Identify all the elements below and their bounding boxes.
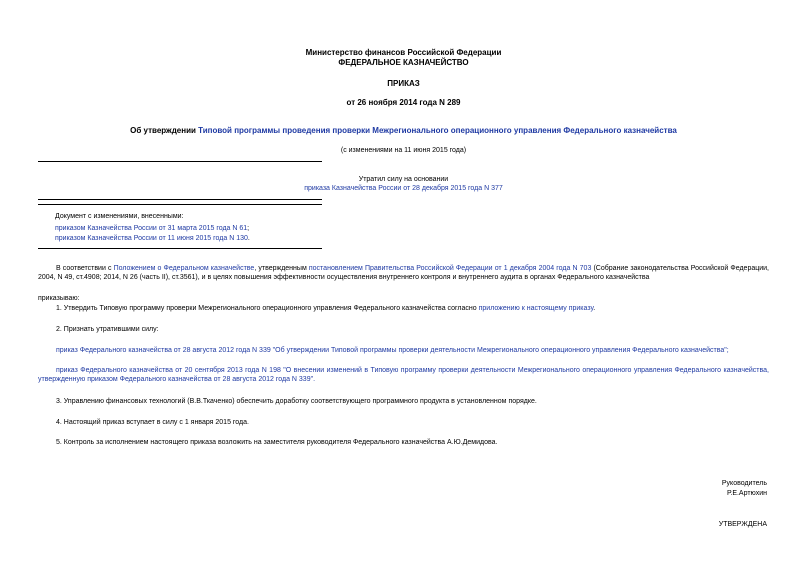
separator: . bbox=[247, 235, 250, 242]
item-4: 4. Настоящий приказ вступает в силу с 1 января 2015 года. bbox=[56, 419, 249, 426]
signature-name: Р.Е.Артюхин bbox=[727, 490, 767, 497]
divider bbox=[38, 204, 322, 205]
expired-note: Утратил силу на основании bbox=[358, 176, 449, 183]
revision-note: (с изменениями на 11 июня 2015 года) bbox=[340, 147, 467, 154]
amendments-label: Документ с изменениями, внесенными: bbox=[55, 213, 184, 220]
title-link[interactable]: Типовой программы проведения проверки Межрегионального операционного управления Федерального казначейства bbox=[198, 126, 677, 135]
item-2b-link[interactable]: приказ Федерального казначейства от 20 сентября 2013 года N 198 "О внесении изменений в Типовую программу проверки деятельности Межрегионального операционного управления Федерального казначейства, утвержденную приказом Федерального казначейства от 28 августа 2012 года N 339". bbox=[38, 367, 769, 384]
appendix-link[interactable]: приложению к настоящему приказу bbox=[478, 305, 594, 312]
preamble-text: В соответствии с bbox=[56, 265, 114, 272]
amendment-link-1[interactable]: приказом Казначейства России от 31 марта 2015 года N 61 bbox=[55, 225, 248, 232]
amendment-item bbox=[55, 234, 250, 243]
separator: ; bbox=[247, 225, 250, 232]
item-5: 5. Контроль за исполнением настоящего приказа возложить на заместителя руководителя Федерального казначейства А.Ю.Демидова. bbox=[56, 439, 498, 446]
agency-heading: ФЕДЕРАЛЬНОЕ КАЗНАЧЕЙСТВО bbox=[338, 58, 469, 67]
doc-type-heading: ПРИКАЗ bbox=[387, 79, 420, 88]
approved-label: УТВЕРЖДЕНА bbox=[718, 521, 767, 528]
expired-link[interactable]: приказа Казначейства России от 28 декабря 2015 года N 377 bbox=[304, 185, 503, 192]
document-title bbox=[0, 126, 807, 136]
signature-position: Руководитель bbox=[721, 480, 767, 487]
amendment-item bbox=[55, 224, 249, 233]
regulation-link[interactable]: Положением о Федеральном казначействе bbox=[113, 265, 255, 272]
preamble-text: (Собрание законодательства Российской Федерации, 2004, N 49, ст.4908; 2014, N 26 (часть II), ст.3561), и в целях повышения эффективности осуществления внутреннего контроля и внутреннего аудита в органах Федерального казначейства bbox=[38, 265, 770, 282]
item-text: . bbox=[593, 305, 596, 312]
resolution-link[interactable]: постановлением Правительства Российской Федерации от 1 декабря 2004 года N 703 bbox=[308, 265, 592, 272]
divider bbox=[38, 161, 322, 162]
doc-date-number: от 26 ноября 2014 года N 289 bbox=[346, 98, 461, 107]
item-text: 1. Утвердить Типовую программу проверки Межрегионального операционного управления Федерального казначейства согласно bbox=[56, 305, 479, 312]
amendment-link-2[interactable]: приказом Казначейства России от 11 июня 2015 года N 130 bbox=[55, 235, 248, 242]
order-word: приказываю: bbox=[38, 295, 80, 302]
title-prefix: Об утверждении bbox=[130, 126, 199, 135]
preamble-text: , утвержденным bbox=[254, 265, 309, 272]
item-3: 3. Управлению финансовых технологий (В.В.Ткаченко) обеспечить доработку соответствующего программного продукта в установленном порядке. bbox=[56, 398, 537, 405]
divider bbox=[38, 248, 322, 249]
item-2a-link[interactable]: приказ Федерального казначейства от 28 августа 2012 года N 339 "Об утверждении Типовой программы проверки деятельности Межрегионального операционного управления Федерального казначейства"; bbox=[56, 347, 729, 354]
item-1 bbox=[38, 304, 769, 313]
divider bbox=[38, 199, 322, 200]
ministry-heading: Министерство финансов Российской Федерации bbox=[305, 48, 502, 57]
preamble-paragraph bbox=[38, 264, 769, 282]
item-2: 2. Признать утратившими силу: bbox=[56, 326, 159, 333]
